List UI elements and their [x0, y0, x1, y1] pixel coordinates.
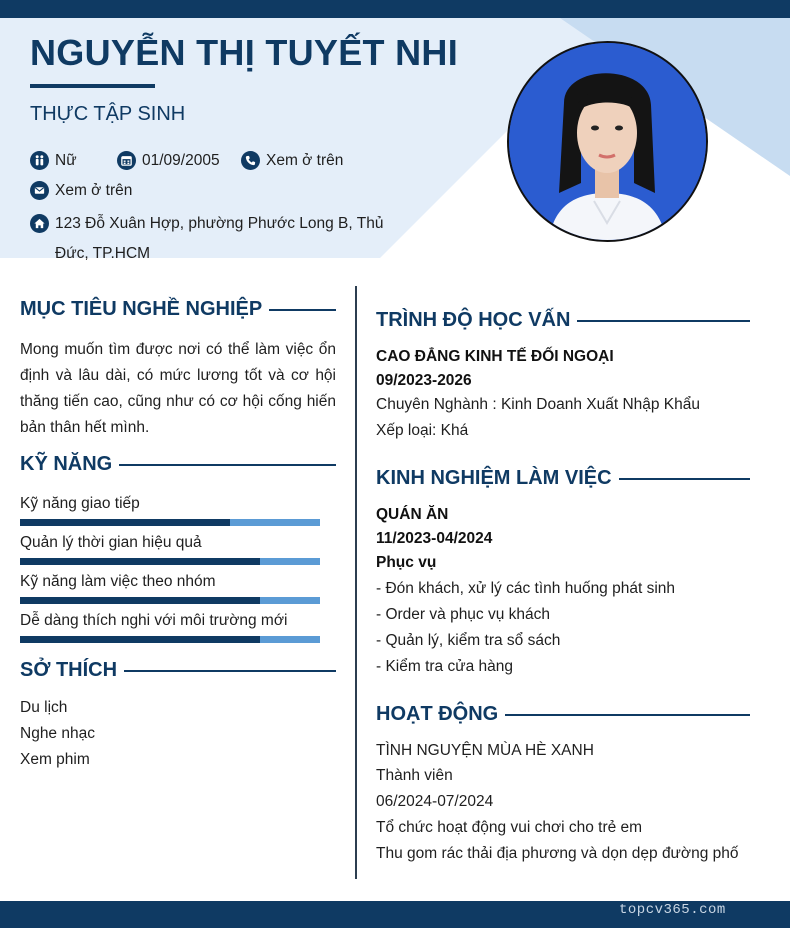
activity-period: 06/2024-07/2024 — [376, 793, 494, 810]
experience-duty: - Quản lý, kiểm tra sổ sách — [376, 632, 561, 649]
activity-role: Thành viên — [376, 767, 453, 784]
experience-heading — [376, 467, 750, 490]
education-grade: Xếp loại: Khá — [376, 422, 469, 439]
phone-info — [241, 151, 343, 170]
phone-value: Xem ở trên — [266, 151, 344, 169]
activity-item: Thu gom rác thải địa phương và dọn dẹp đường phố — [376, 845, 739, 862]
job-title: THỰC TẬP SINH — [30, 103, 186, 125]
education-school: CAO ĐẲNG KINH TẾ ĐỐI NGOẠI — [376, 348, 614, 365]
skill-bar-fill — [20, 519, 230, 526]
hobbies-heading — [20, 659, 336, 682]
objective-heading — [20, 298, 336, 321]
experience-company: QUÁN ĂN — [376, 506, 449, 523]
hobby-item: Du lịch — [20, 699, 68, 716]
objective-text: Mong muốn tìm được nơi có thể làm việc ổn định và lâu dài, có mức lương tốt và cơ hội thăng tiến cao, cũng như có cơ hội cống hiến bản thân hết mình. — [20, 341, 336, 436]
skill-item — [20, 493, 320, 526]
activities-heading — [376, 703, 750, 726]
name-underline — [30, 84, 155, 88]
home-icon — [30, 214, 49, 233]
skill-label: Kỹ năng giao tiếp — [20, 495, 140, 512]
column-divider — [355, 286, 357, 879]
hobby-item: Xem phim — [20, 751, 90, 768]
address-info — [30, 209, 390, 269]
hobby-item: Nghe nhạc — [20, 725, 95, 742]
education-heading-text: TRÌNH ĐỘ HỌC VẤN — [376, 309, 571, 331]
skills-heading — [20, 453, 336, 476]
birthday-info — [117, 151, 220, 170]
activity-item: Tổ chức hoạt động vui chơi cho trẻ em — [376, 819, 643, 836]
skill-bar-fill — [20, 597, 260, 604]
birthday-value: 01/09/2005 — [142, 151, 220, 169]
skill-label: Kỹ năng làm việc theo nhóm — [20, 573, 216, 590]
hobbies-heading-text: SỞ THÍCH — [20, 659, 118, 681]
email-info — [30, 181, 132, 200]
watermark: topcv365.com — [619, 902, 726, 918]
skill-bar — [20, 636, 320, 643]
skill-bar — [20, 597, 320, 604]
skill-bar-fill — [20, 558, 260, 565]
skill-label: Quản lý thời gian hiệu quả — [20, 534, 202, 551]
experience-heading-text: KINH NGHIỆM LÀM VIỆC — [376, 467, 612, 489]
education-major: Chuyên Nghành : Kinh Doanh Xuất Nhập Khẩu — [376, 396, 701, 413]
email-value: Xem ở trên — [55, 181, 133, 199]
skill-bar — [20, 558, 320, 565]
skill-item — [20, 571, 320, 604]
experience-duty: - Kiểm tra cửa hàng — [376, 658, 514, 675]
phone-icon — [241, 151, 260, 170]
skill-bar — [20, 519, 320, 526]
experience-duty: - Đón khách, xử lý các tình huống phát sinh — [376, 580, 676, 597]
skill-bar-fill — [20, 636, 260, 643]
top-bar — [0, 0, 790, 18]
skills-heading-text: KỸ NĂNG — [20, 453, 113, 475]
address-line-1: 123 Đỗ Xuân Hợp, phường Phước Long B, Thủ — [55, 215, 384, 232]
gender-value: Nữ — [55, 151, 77, 169]
gender-info — [30, 151, 77, 170]
candidate-name: NGUYỄN THỊ TUYẾT NHI — [30, 32, 459, 73]
calendar-icon — [117, 151, 136, 170]
email-icon — [30, 181, 49, 200]
education-heading — [376, 309, 750, 332]
skill-item — [20, 610, 320, 643]
profile-photo — [507, 41, 708, 242]
objective-heading-text: MỤC TIÊU NGHỀ NGHIỆP — [20, 298, 263, 320]
education-period: 09/2023-2026 — [376, 372, 472, 389]
gender-icon — [30, 151, 49, 170]
skill-label: Dễ dàng thích nghi với môi trường mới — [20, 612, 288, 629]
experience-role: Phục vụ — [376, 554, 437, 571]
activities-heading-text: HOẠT ĐỘNG — [376, 703, 499, 725]
experience-duty: - Order và phục vụ khách — [376, 606, 551, 623]
activity-name: TÌNH NGUYỆN MÙA HÈ XANH — [376, 742, 594, 759]
address-line-2: Đức, TP.HCM — [55, 245, 151, 262]
skill-item — [20, 532, 320, 565]
experience-period: 11/2023-04/2024 — [376, 530, 493, 547]
